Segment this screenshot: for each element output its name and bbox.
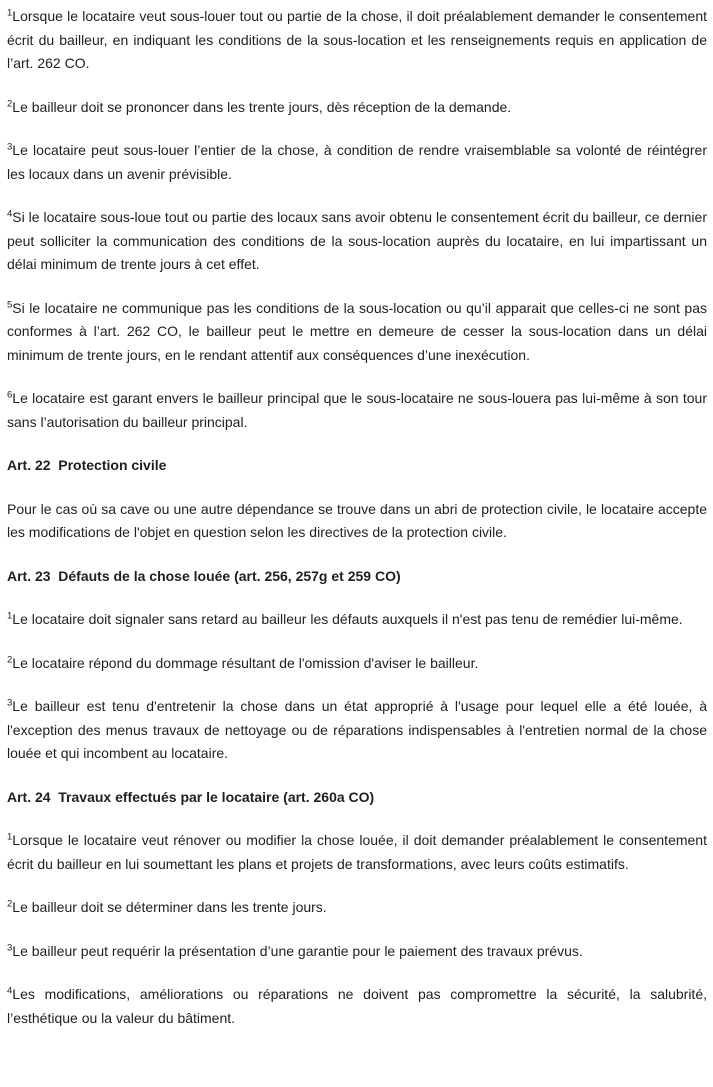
article-title: Travaux effectués par le locataire (art. 260a CO) <box>58 788 375 805</box>
para-art23-al3 <box>7 695 707 766</box>
footnote-marker: 2 <box>7 97 13 109</box>
para-text: Les modifications, améliorations ou réparations ne doivent pas compromettre la sécurité, la salubrité, l’esthétique ou la valeur du bâtiment. <box>7 986 707 1026</box>
heading-art-24 <box>7 786 707 810</box>
para-text: Le bailleur doit se prononcer dans les trente jours, dès réception de la demande. <box>12 98 512 115</box>
para-art21-al2 <box>7 96 707 120</box>
footnote-marker: 2 <box>7 653 13 665</box>
para-text: Pour le cas où sa cave ou une autre dépendance se trouve dans un abri de protection civile, le locataire accepte les modifications de l'objet en question selon les directives de la protection civile. <box>7 500 707 540</box>
para-text: Le bailleur est tenu d'entretenir la chose dans un état approprié à l'usage pour lequel elle a été louée, à l'exception des menus travaux de nettoyage ou de réparations indispensables à l'entretien normal de la chose louée et qui incombent au locataire. <box>7 698 707 761</box>
footnote-marker: 4 <box>7 208 13 220</box>
para-text: Si le locataire ne communique pas les conditions de la sous-location ou qu’il apparait que celles-ci ne sont pas conformes à l’art. 262 CO, le bailleur peut le mettre en demeure de cesser la sous-location dans un délai minimum de trente jours, en le rendant attentif aux conséquences d’une inexécution. <box>7 299 707 363</box>
para-text: Lorsque le locataire veut sous-louer tout ou partie de la chose, il doit préalablement demander le consentement écrit du bailleur, en indiquant les conditions de la sous-location et les renseignements requis en application de l’art. 262 CO. <box>7 8 707 71</box>
footnote-marker: 1 <box>7 7 13 19</box>
article-number: Art. 24 <box>7 788 51 805</box>
footnote-marker: 1 <box>7 831 13 843</box>
para-art22 <box>7 498 707 545</box>
para-text: Le locataire répond du dommage résultant de l'omission d'aviser le bailleur. <box>12 654 479 671</box>
footnote-marker: 4 <box>7 985 13 997</box>
para-text: Le bailleur doit se déterminer dans les trente jours. <box>12 899 327 915</box>
para-art23-al1 <box>7 608 707 632</box>
footnote-marker: 5 <box>7 298 13 310</box>
para-text: Lorsque le locataire veut rénover ou modifier la chose louée, il doit demander préalablement le consentement écrit du bailleur en lui soumettant les plans et projets de transformations, avec leurs coûts estimatifs. <box>7 832 707 872</box>
footnote-marker: 3 <box>7 697 13 709</box>
footnote-marker: 3 <box>7 141 13 153</box>
para-text: Le bailleur peut requérir la présentation d’une garantie pour le paiement des travaux prévus. <box>12 942 583 959</box>
para-text: Si le locataire sous-loue tout ou partie des locaux sans avoir obtenu le consentement écrit du bailleur, ce dernier peut solliciter la communication des conditions de la sous-location auprès du locataire, en lui impartissant un délai minimum de trente jours à cet effet. <box>7 209 707 272</box>
para-art21-al5 <box>7 297 707 368</box>
heading-art-22 <box>7 454 707 478</box>
para-art24-al2 <box>7 896 707 920</box>
article-number: Art. 23 <box>7 567 51 584</box>
para-art21-al1 <box>7 5 707 76</box>
footnote-marker: 6 <box>7 389 13 401</box>
para-text: Le locataire peut sous-louer l’entier de la chose, à condition de rendre vraisemblable sa volonté de réintégrer les locaux dans un avenir prévisible. <box>7 142 707 182</box>
para-art21-al6 <box>7 387 707 434</box>
footnote-marker: 3 <box>7 941 13 953</box>
article-title: Protection civile <box>58 457 167 473</box>
para-text: Le locataire est garant envers le bailleur principal que le sous-locataire ne sous-louera pas lui-même à son tour sans l’autorisation du bailleur principal. <box>7 390 707 430</box>
para-art24-al4 <box>7 983 707 1030</box>
footnote-marker: 1 <box>7 610 13 622</box>
para-art24-al3 <box>7 940 707 964</box>
para-art23-al2 <box>7 652 707 676</box>
heading-art-23 <box>7 565 707 589</box>
footnote-marker: 2 <box>7 898 13 910</box>
para-art21-al3 <box>7 139 707 186</box>
para-art21-al4 <box>7 206 707 277</box>
para-text: Le locataire doit signaler sans retard au bailleur les défauts auxquels il n'est pas tenu de remédier lui-même. <box>12 611 683 627</box>
para-art24-al1 <box>7 829 707 876</box>
article-title: Défauts de la chose louée (art. 256, 257g et 259 CO) <box>58 567 401 584</box>
article-number: Art. 22 <box>7 457 51 473</box>
